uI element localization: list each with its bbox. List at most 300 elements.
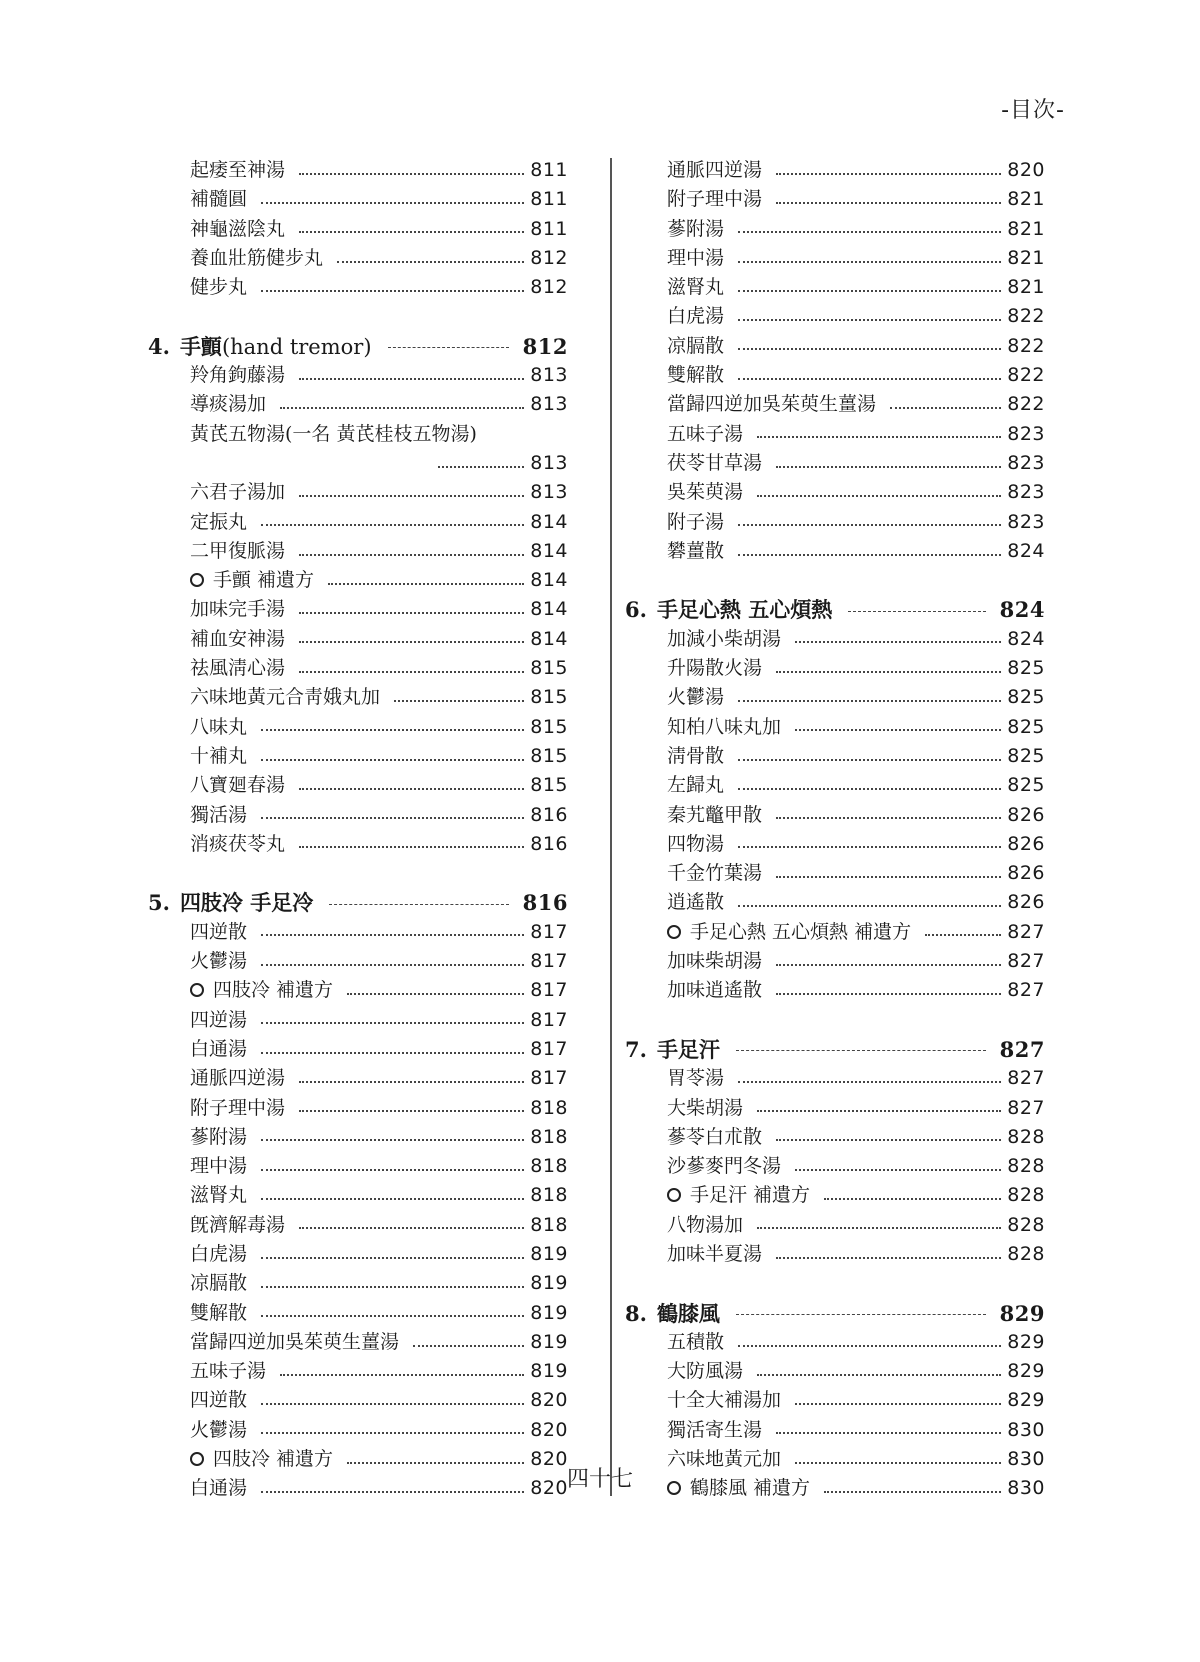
dot-leader	[261, 524, 524, 526]
entry-label-group	[667, 361, 738, 390]
entry-page-number: 830	[1007, 1477, 1045, 1500]
entry-page-number: 829	[1007, 1330, 1045, 1353]
entry-label: 大防風湯	[667, 1360, 744, 1383]
toc-entry	[148, 625, 568, 654]
dot-leader	[925, 934, 1001, 936]
entry-label: 蔘附湯	[190, 1125, 248, 1148]
entry-label-group	[667, 1064, 738, 1093]
dot-leader	[438, 466, 524, 468]
dot-leader	[261, 1139, 524, 1141]
dot-leader	[738, 231, 1001, 233]
spacer	[625, 1269, 1045, 1298]
entry-label-group	[190, 1123, 261, 1152]
dot-leader	[299, 1227, 524, 1229]
entry-page-number: 815	[530, 744, 568, 767]
dot-leader	[738, 319, 1001, 321]
entry-page-number: 820	[530, 1389, 568, 1412]
toc-entry	[148, 976, 568, 1005]
entry-page-number: 830	[1007, 1418, 1045, 1441]
spacer	[625, 1006, 1045, 1035]
entry-page-number: 828	[1007, 1213, 1045, 1236]
entry-label: 手足心熱 五心煩熱 補遺方	[690, 920, 912, 943]
entry-page-number: 821	[1007, 276, 1045, 299]
toc-section-heading	[148, 332, 568, 361]
entry-label: 消痰茯苓丸	[190, 832, 286, 855]
toc-entry	[148, 1240, 568, 1269]
entry-label-group	[667, 625, 795, 654]
entry-label-group	[667, 1181, 824, 1210]
entry-label: 鶴膝風 補遺方	[690, 1477, 811, 1500]
entry-page-number: 823	[1007, 451, 1045, 474]
toc-entry	[148, 1211, 568, 1240]
entry-label-group	[190, 713, 261, 742]
dot-leader	[776, 173, 1001, 175]
toc-entry	[148, 1416, 568, 1445]
entry-label-group	[190, 1064, 299, 1093]
entry-page-number: 826	[1007, 891, 1045, 914]
toc-right-column	[625, 156, 1045, 1504]
dot-leader	[757, 1227, 1001, 1229]
entry-page-number: 814	[530, 569, 568, 592]
toc-entry	[625, 683, 1045, 712]
dot-leader	[757, 1374, 1001, 1376]
entry-label: 滋腎丸	[667, 276, 725, 299]
dot-leader	[738, 788, 1001, 790]
entry-label: 四物湯	[667, 832, 725, 855]
entry-label: 四逆散	[190, 920, 248, 943]
entry-page-number: 817	[530, 1008, 568, 1031]
dot-leader	[261, 290, 524, 292]
entry-page-number: 825	[1007, 686, 1045, 709]
dot-leader	[738, 1345, 1001, 1347]
section-subtitle: (hand tremor)	[221, 334, 372, 359]
toc-section-heading	[148, 888, 568, 917]
entry-label-group	[667, 332, 738, 361]
toc-entry	[148, 273, 568, 302]
entry-label: 四逆湯	[190, 1008, 248, 1031]
entry-label: 礬薑散	[667, 539, 725, 562]
dot-leader	[738, 1081, 1001, 1083]
entry-page-number: 815	[530, 774, 568, 797]
toc-entry	[625, 185, 1045, 214]
entry-label: 白通湯	[190, 1477, 248, 1500]
toc-entry	[148, 215, 568, 244]
entry-page-number: 818	[530, 1184, 568, 1207]
toc-entry	[148, 1094, 568, 1123]
toc-entry	[148, 1181, 568, 1210]
entry-page-number: 825	[1007, 715, 1045, 738]
entry-label: 八寶廻春湯	[190, 774, 286, 797]
toc-entry	[148, 947, 568, 976]
entry-page-number: 826	[1007, 862, 1045, 885]
entry-label: 養血壯筋健步丸	[190, 246, 324, 269]
spacer	[148, 302, 568, 331]
entry-label-group	[190, 244, 337, 273]
entry-label-group	[190, 185, 261, 214]
entry-label-group	[667, 1357, 757, 1386]
dot-leader	[280, 1374, 524, 1376]
dot-leader	[738, 290, 1001, 292]
entry-page-number: 827	[1007, 979, 1045, 1002]
circle-bullet-icon	[190, 573, 204, 587]
entry-label-group	[190, 1416, 261, 1445]
dot-leader	[757, 495, 1001, 497]
dot-leader	[280, 407, 524, 409]
toc-entry	[148, 185, 568, 214]
toc-entry	[625, 508, 1045, 537]
entry-label: 吳茱萸湯	[667, 481, 744, 504]
entry-label-group	[667, 215, 738, 244]
toc-entry	[148, 742, 568, 771]
entry-label-group	[667, 859, 776, 888]
entry-label-group	[190, 361, 299, 390]
entry-label-group	[190, 1181, 261, 1210]
entry-label: 蔘附湯	[667, 217, 725, 240]
dot-leader	[261, 934, 524, 936]
entry-page-number: 820	[530, 1448, 568, 1471]
section-number: 8.	[625, 1300, 647, 1326]
toc-entry	[625, 1416, 1045, 1445]
entry-label-group	[667, 185, 776, 214]
entry-label: 火鬱湯	[190, 950, 248, 973]
dot-leader	[299, 1081, 524, 1083]
entry-label: 四肢冷 補遺方	[213, 979, 334, 1002]
toc-entry	[625, 654, 1045, 683]
dot-leader	[328, 583, 524, 585]
entry-label-group	[190, 976, 347, 1005]
dot-leader	[795, 1403, 1001, 1405]
toc-entry	[148, 683, 568, 712]
entry-page-number: 828	[1007, 1125, 1045, 1148]
entry-page-number: 817	[530, 1037, 568, 1060]
toc-entry	[625, 449, 1045, 478]
entry-label: 大柴胡湯	[667, 1096, 744, 1119]
entry-label-group	[667, 888, 738, 917]
dot-leader	[299, 1110, 524, 1112]
dot-leader	[738, 554, 1001, 556]
entry-label-group	[190, 566, 328, 595]
toc-entry	[148, 1386, 568, 1415]
entry-label-group	[190, 390, 280, 419]
dot-leader	[776, 993, 1001, 995]
dot-leader	[776, 964, 1001, 966]
section-number: 5.	[148, 890, 170, 916]
entry-label-group	[190, 947, 261, 976]
entry-page-number: 818	[530, 1096, 568, 1119]
entry-label: 當歸四逆加吳茱萸生薑湯	[667, 393, 877, 416]
toc-entry	[625, 273, 1045, 302]
toc-section-heading	[625, 595, 1045, 624]
entry-label-group	[190, 1240, 261, 1269]
entry-page-number: 822	[1007, 393, 1045, 416]
entry-label: 手足汗 補遺方	[690, 1184, 811, 1207]
entry-label: 千金竹葉湯	[667, 862, 763, 885]
entry-label-group	[667, 1211, 757, 1240]
entry-label-group	[190, 771, 299, 800]
toc-section-heading	[625, 1299, 1045, 1328]
entry-label-group	[190, 1269, 261, 1298]
entry-label: 四逆散	[190, 1389, 248, 1412]
toc-entry	[625, 361, 1045, 390]
entry-page-number: 811	[530, 217, 568, 240]
entry-label-group	[667, 390, 890, 419]
dot-leader	[337, 261, 524, 263]
toc-entry	[148, 1123, 568, 1152]
entry-label-group	[667, 1123, 776, 1152]
entry-page-number: 830	[1007, 1448, 1045, 1471]
entry-label: 六君子湯加	[190, 481, 286, 504]
entry-page-number: 811	[530, 188, 568, 211]
entry-page-number: 825	[1007, 774, 1045, 797]
entry-page-number: 815	[530, 715, 568, 738]
entry-label: 導痰湯加	[190, 393, 267, 416]
toc-left-column	[148, 156, 568, 1504]
entry-page-number: 824	[1007, 627, 1045, 650]
toc-entry	[625, 332, 1045, 361]
entry-page-number: 814	[530, 627, 568, 650]
entry-label-group	[667, 537, 738, 566]
dot-leader	[757, 436, 1001, 438]
entry-label: 起痿至神湯	[190, 159, 286, 181]
dot-leader	[795, 729, 1001, 731]
entry-label: 獨活湯	[190, 803, 248, 826]
section-title	[148, 332, 388, 361]
toc-entry	[625, 1328, 1045, 1357]
entry-page-number: 819	[530, 1242, 568, 1265]
entry-page-number: 816	[530, 832, 568, 855]
section-page-number: 829	[999, 1300, 1045, 1326]
dot-leader	[757, 1110, 1001, 1112]
entry-label-group	[667, 1416, 776, 1445]
dot-leader	[261, 759, 524, 761]
entry-label: 五味子湯	[190, 1360, 267, 1383]
toc-entry	[625, 801, 1045, 830]
entry-label: 健步丸	[190, 276, 248, 299]
section-page-number: 824	[999, 597, 1045, 623]
entry-page-number: 818	[530, 1125, 568, 1148]
entry-label-group	[190, 537, 299, 566]
entry-page-number: 822	[1007, 305, 1045, 328]
entry-label-group	[190, 1211, 299, 1240]
entry-label: 凉膈散	[667, 334, 725, 357]
entry-label: 補髓圓	[190, 188, 248, 211]
section-page-number: 812	[522, 333, 568, 359]
section-title-text: 手足心熱 五心煩熱	[656, 597, 833, 623]
entry-label: 雙解散	[667, 364, 725, 387]
entry-label: 左歸丸	[667, 774, 725, 797]
entry-label: 白虎湯	[667, 305, 725, 328]
entry-page-number: 813	[530, 481, 568, 504]
toc-entry	[625, 976, 1045, 1005]
entry-label-group	[190, 156, 299, 185]
dot-leader	[413, 1345, 524, 1347]
toc-entry	[625, 771, 1045, 800]
dot-leader	[261, 1315, 524, 1317]
entry-label: 加味半夏湯	[667, 1242, 763, 1265]
entry-label-group	[667, 947, 776, 976]
toc-entry	[148, 508, 568, 537]
entry-label: 神龜滋陰丸	[190, 217, 286, 240]
entry-label: 蔘苓白朮散	[667, 1125, 763, 1148]
toc-entry	[625, 1123, 1045, 1152]
entry-label-group	[190, 215, 299, 244]
entry-page-number: 818	[530, 1213, 568, 1236]
entry-label-group	[190, 478, 299, 507]
dash-leader	[848, 611, 985, 612]
entry-label: 胃苓湯	[667, 1067, 725, 1090]
entry-page-number: 827	[1007, 920, 1045, 943]
section-title-text: 手顫	[179, 333, 222, 359]
entry-label: 手顫 補遺方	[213, 569, 315, 592]
section-title	[148, 888, 329, 917]
dot-leader	[261, 1169, 524, 1171]
dot-leader	[299, 173, 524, 175]
section-title-text: 手足汗	[656, 1036, 720, 1062]
entry-label-group	[190, 595, 299, 624]
entry-page-number: 819	[530, 1272, 568, 1295]
entry-label-group	[667, 156, 776, 185]
dot-leader	[776, 466, 1001, 468]
dash-leader	[736, 1050, 986, 1051]
entry-label: 附子理中湯	[667, 188, 763, 211]
toc-entry	[148, 771, 568, 800]
entry-page-number: 812	[530, 276, 568, 299]
dot-leader	[261, 1022, 524, 1024]
entry-label-group	[667, 273, 738, 302]
entry-label-group	[667, 1386, 795, 1415]
toc-entry	[148, 420, 568, 449]
section-number: 6.	[625, 597, 647, 623]
dot-leader	[795, 641, 1001, 643]
entry-page-number: 825	[1007, 744, 1045, 767]
dot-leader	[776, 817, 1001, 819]
dot-leader	[795, 1169, 1001, 1171]
circle-bullet-icon	[190, 983, 204, 997]
section-number: 7.	[625, 1036, 647, 1062]
entry-label: 附子理中湯	[190, 1096, 286, 1119]
entry-label-group	[667, 1152, 795, 1181]
entry-label-group	[667, 1240, 776, 1269]
entry-page-number: 817	[530, 920, 568, 943]
entry-label: 雙解散	[190, 1301, 248, 1324]
entry-label-group	[667, 830, 738, 859]
toc-entry-continuation	[148, 449, 568, 478]
entry-label: 五味子湯	[667, 422, 744, 445]
entry-label: 白虎湯	[190, 1242, 248, 1265]
toc-entry	[625, 1152, 1045, 1181]
toc-entry	[148, 478, 568, 507]
entry-label-group	[667, 449, 776, 478]
entry-page-number: 811	[530, 159, 568, 181]
entry-label-group	[190, 654, 299, 683]
dash-leader	[736, 1314, 986, 1315]
entry-label: 加味柴胡湯	[667, 950, 763, 973]
entry-label: 六味地黃元加	[667, 1448, 782, 1471]
toc-entry	[148, 595, 568, 624]
dot-leader	[347, 993, 524, 995]
entry-label: 加減小柴胡湯	[667, 627, 782, 650]
entry-label-group	[667, 683, 738, 712]
entry-page-number: 829	[1007, 1360, 1045, 1383]
toc-entry	[625, 625, 1045, 654]
entry-label: 火鬱湯	[667, 686, 725, 709]
entry-label-group	[667, 420, 757, 449]
entry-label-group	[667, 1094, 757, 1123]
entry-label-group	[190, 830, 299, 859]
toc-entry	[625, 1064, 1045, 1093]
entry-label: 八味丸	[190, 715, 248, 738]
entry-label: 二甲復脈湯	[190, 539, 286, 562]
entry-label-group	[190, 1035, 261, 1064]
entry-label-group	[667, 771, 738, 800]
entry-label-group	[190, 625, 299, 654]
entry-page-number: 815	[530, 657, 568, 680]
entry-label-group	[667, 302, 738, 331]
entry-label: 加味逍遙散	[667, 979, 763, 1002]
dot-leader	[738, 524, 1001, 526]
entry-label: 旣濟解毒湯	[190, 1213, 286, 1236]
dot-leader	[890, 407, 1001, 409]
dot-leader	[261, 1403, 524, 1405]
toc-entry	[625, 713, 1045, 742]
toc-entry	[625, 947, 1045, 976]
section-title	[625, 595, 848, 624]
entry-page-number: 820	[530, 1477, 568, 1500]
dot-leader	[776, 202, 1001, 204]
entry-label-group	[667, 244, 738, 273]
entry-page-number: 820	[1007, 159, 1045, 181]
dot-leader	[261, 1432, 524, 1434]
dot-leader	[261, 1257, 524, 1259]
entry-page-number: 827	[1007, 950, 1045, 973]
entry-label: 定振丸	[190, 510, 248, 533]
dot-leader	[738, 700, 1001, 702]
entry-label: 當歸四逆加吳茱萸生薑湯	[190, 1330, 400, 1353]
dot-leader	[261, 817, 524, 819]
entry-page-number: 823	[1007, 510, 1045, 533]
dot-leader	[299, 554, 524, 556]
page-number: 四十七	[566, 1467, 633, 1492]
entry-page-number: 827	[1007, 1067, 1045, 1090]
entry-page-number: 814	[530, 598, 568, 621]
dot-leader	[261, 202, 524, 204]
entry-label: 補血安神湯	[190, 627, 286, 650]
toc-entry	[625, 478, 1045, 507]
toc-entry	[148, 1299, 568, 1328]
toc-entry	[148, 1006, 568, 1035]
toc-entry	[148, 361, 568, 390]
toc-entry	[148, 566, 568, 595]
entry-page-number: 819	[530, 1330, 568, 1353]
dot-leader	[738, 905, 1001, 907]
entry-label: 茯苓甘草湯	[667, 451, 763, 474]
running-header: -目次-	[1001, 98, 1065, 123]
dot-leader	[738, 378, 1001, 380]
dash-leader	[388, 347, 509, 348]
dot-leader	[738, 759, 1001, 761]
entry-label-group	[667, 654, 776, 683]
toc-entry	[148, 244, 568, 273]
toc-entry	[625, 302, 1045, 331]
entry-page-number: 817	[530, 979, 568, 1002]
entry-page-number: 817	[530, 950, 568, 973]
toc-entry	[148, 918, 568, 947]
toc-entry	[625, 1211, 1045, 1240]
entry-label: 火鬱湯	[190, 1418, 248, 1441]
toc-entry	[148, 713, 568, 742]
dot-leader	[261, 1286, 524, 1288]
entry-label: 六味地黃元合靑娥丸加	[190, 686, 381, 709]
